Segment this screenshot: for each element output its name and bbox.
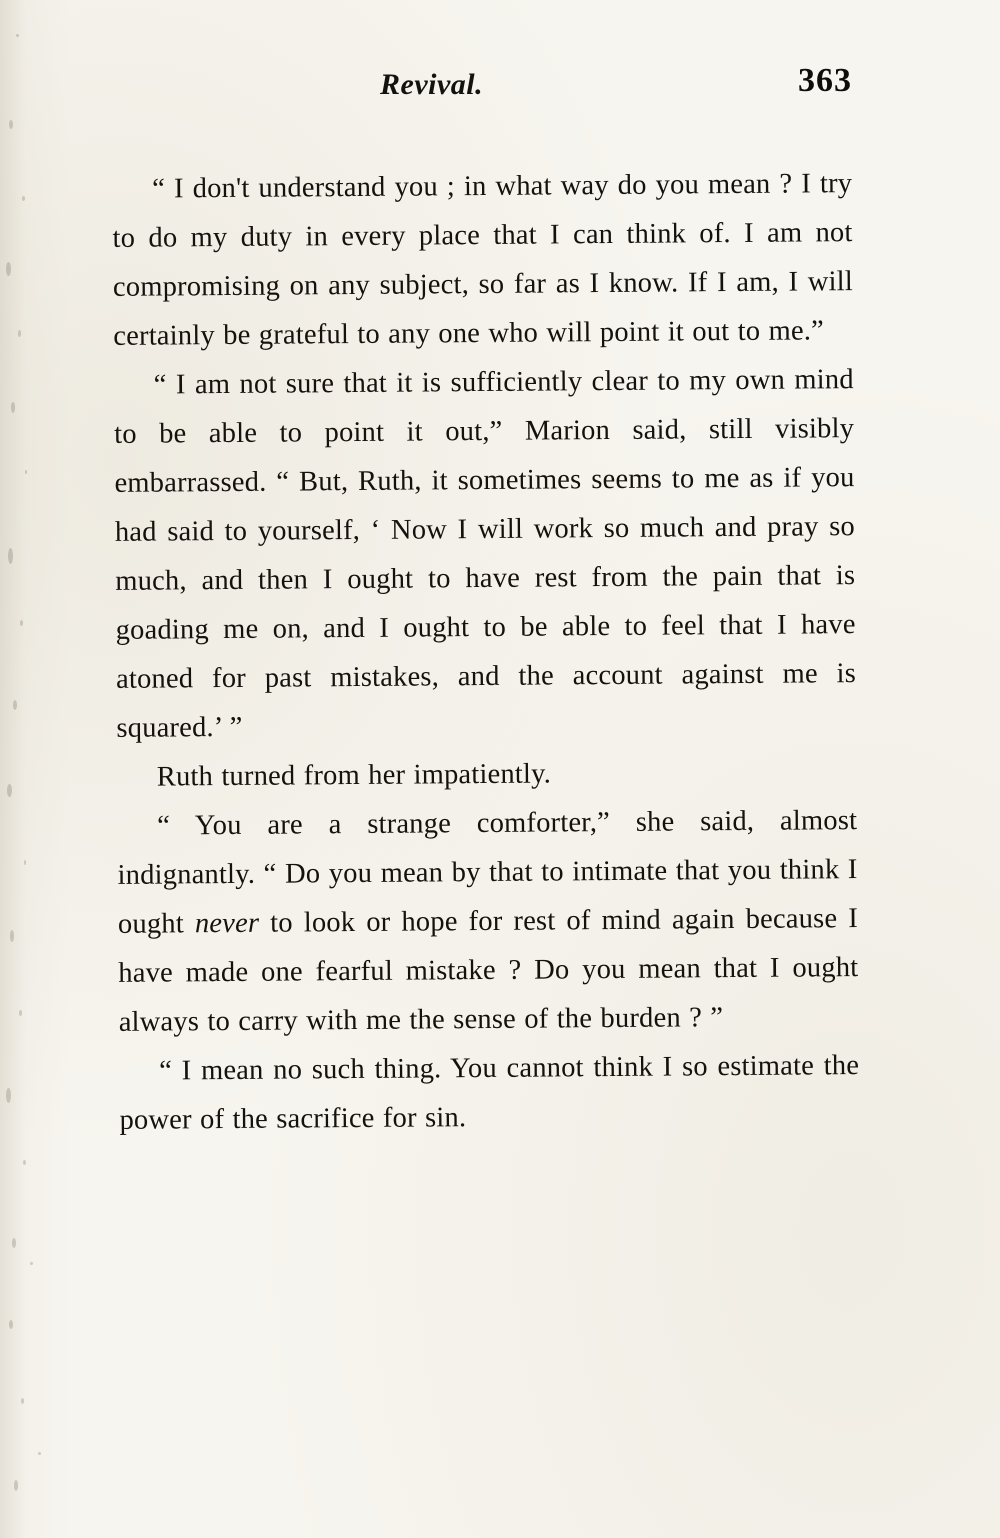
page-foxing-marks <box>0 0 70 1538</box>
paragraph: Ruth turned from her impatiently. <box>156 758 552 793</box>
page-content <box>112 0 860 1142</box>
running-head: Revival. <box>380 68 484 101</box>
paragraph: “ I am not sure that it is sufficiently clear to my own mind to be able to point it out,” Marion said, still visibly embarrassed. “ But, Ruth, it sometimes seems to me as if you had said to yourself, ‘ Now I will work so much and pray so much, and then I ought to have rest from the pain that is goading me on, and I ought to be able to feel that I have atoned for past mistakes, and the account against me is squared.’ ” <box>114 364 857 744</box>
paragraph: “ I don't understand you ; in what way do you mean ? I try to do my duty in every place that I can think of. I am not compromising on any subject, so far as I know. If I am, I will certainly be grateful to any one who will point it out to me.” <box>112 168 854 352</box>
body-text <box>112 159 860 1145</box>
paragraph: “ I mean no such thing. You cannot think I so estimate the power of the sacrifice for sin. <box>119 1050 860 1136</box>
page-header <box>112 0 852 101</box>
page-number: 363 <box>798 62 852 99</box>
paragraph: “ You are a strange comforter,” she said, almost indignantly. “ Do you mean by that to intimate that you think I ought never to look or hope for rest of mind again because I have made one fearful mistake ? Do you mean that I ought always to carry with me the sense of the burden ? ” <box>117 805 859 1038</box>
